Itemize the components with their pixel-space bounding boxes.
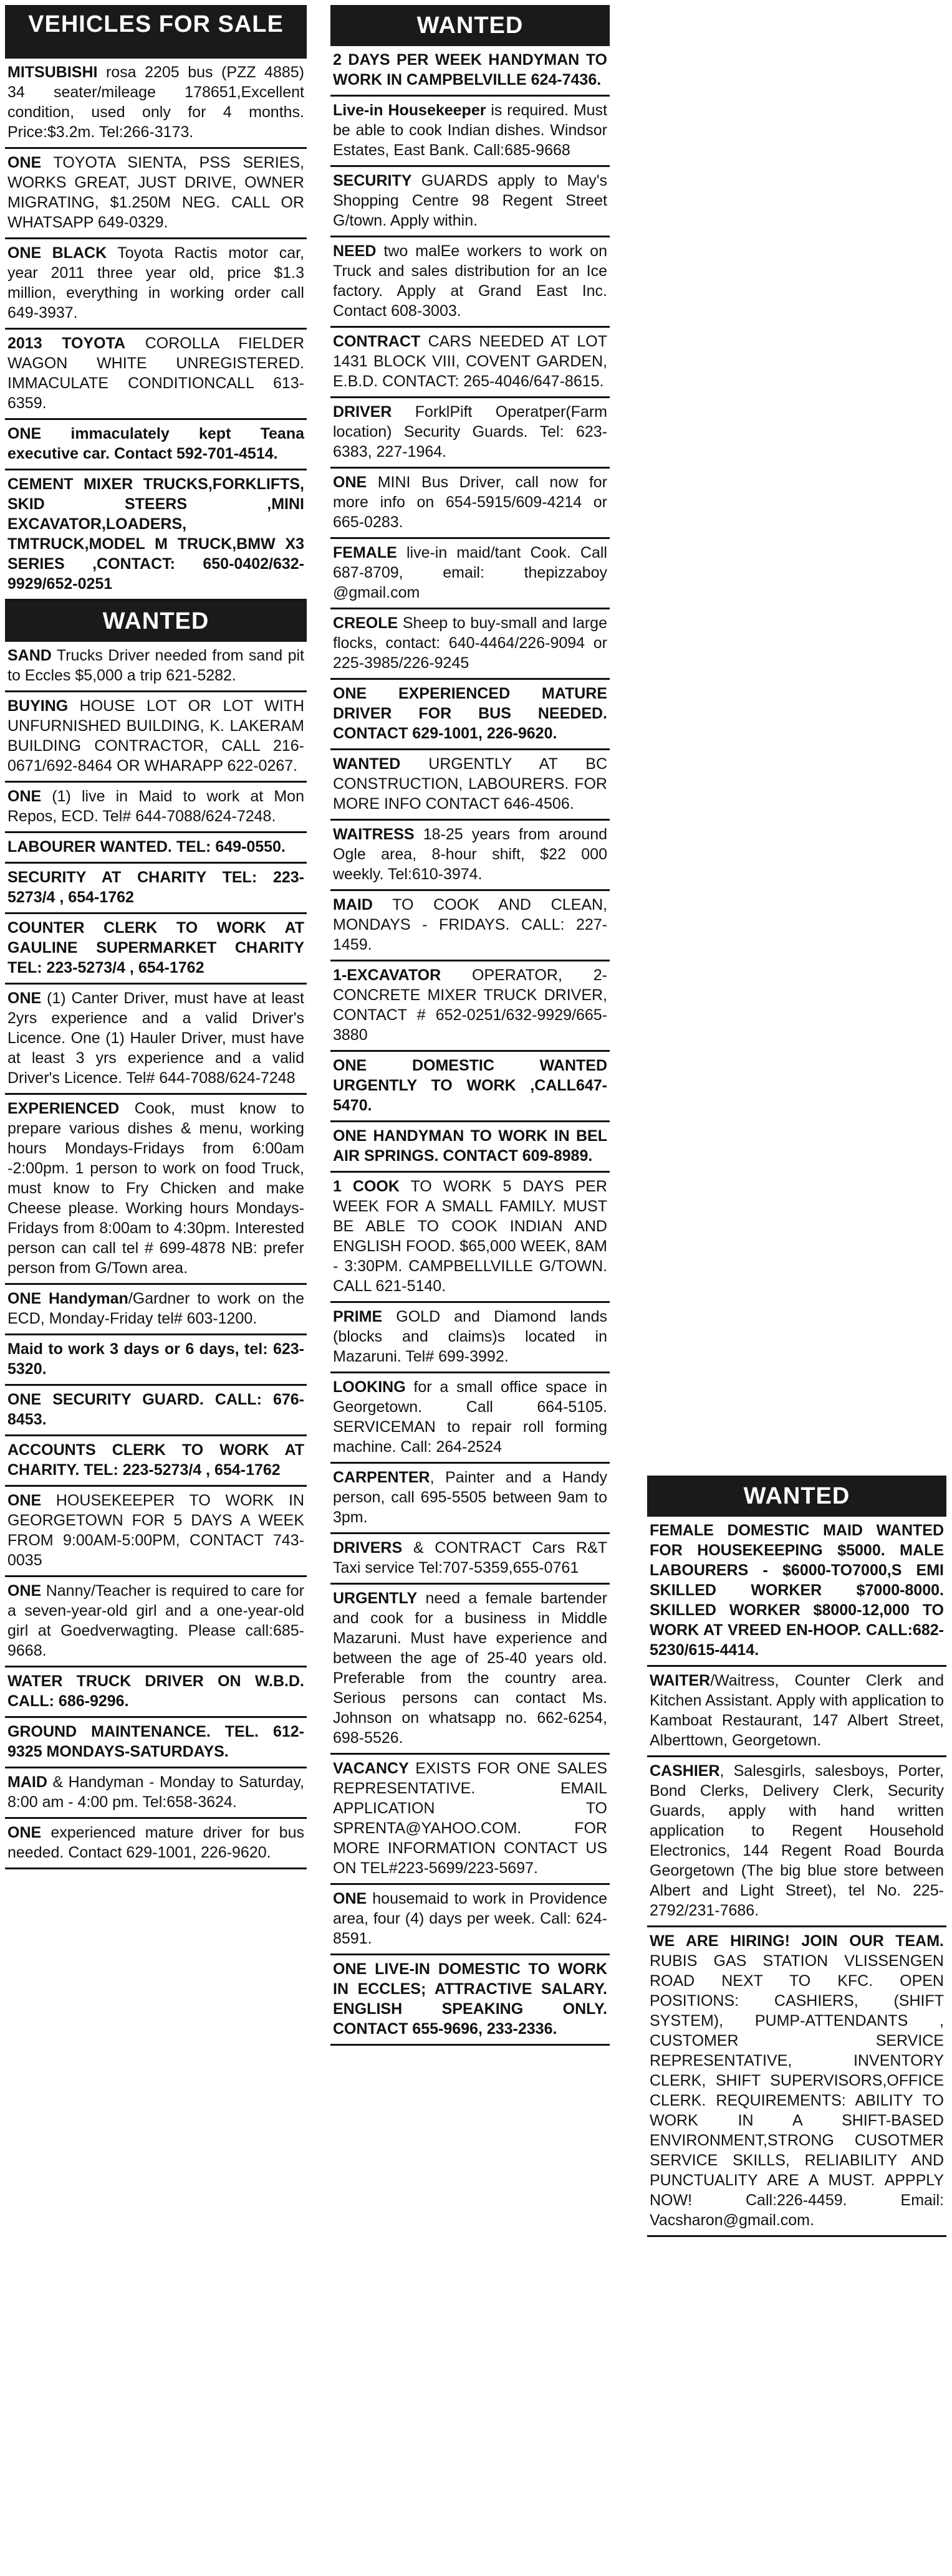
ad-lead-text: FEMALE DOMESTIC MAID WANTED FOR HOUSEKEEPING $5000. MALE LABOURERS - $6000-TO7000,S EMI SKILLED WORKER $7000-8000. SKILLED WORKER $8000-12,000 TO WORK AT VREED EN-HOOP. CALL:682-5230/615-4414.: [650, 1522, 944, 1659]
ad-body-text: HOUSEKEEPER TO WORK IN GEORGETOWN FOR 5 DAYS A WEEK FROM 9:00AM-5:00PM, CONTACT 743-0035: [7, 1492, 304, 1569]
classified-ad: [330, 46, 610, 97]
ad-body-text: is required. Must be able to cook Indian dishes. Windsor Estates, East Bank. Call:685-9668: [333, 102, 607, 159]
ad-lead-text: WE ARE HIRING! JOIN OUR TEAM.: [650, 1932, 944, 1950]
ad-lead-text: LABOURER WANTED. TEL: 649-0550.: [7, 838, 286, 856]
ad-lead-text: 2013 TOYOTA: [7, 335, 126, 352]
classified-ad: [330, 821, 610, 891]
ad-lead-text: ONE: [7, 154, 42, 171]
classified-ad: [647, 1667, 946, 1757]
ad-lead-text: WAITRESS: [333, 826, 415, 843]
ad-lead-text: LOOKING: [333, 1378, 406, 1396]
ad-lead-text: ONE HANDYMAN TO WORK IN BEL AIR SPRINGS. CONTACT 609-8989.: [333, 1127, 607, 1165]
ad-body-text: RUBIS GAS STATION VLISSENGEN ROAD NEXT TO KFC. OPEN POSITIONS: CASHIERS, (SHIFT SYSTEM), PUMP-ATTENDANTS , CUSTOMER SERVICE REPRESENTATIVE, INVENTORY CLERK, SHIFT SUPERVISORS,OFFICE CLERK. REQUIREMENTS: ABILITY TO WORK IN A SHIFT-BASED ENVIRONMENT,STRONG CUSOTMER SERVICE SKILLS, RELIABILITY AND PUNCTUALITY ARE A MUST. APPPLY NOW! Call:226-4459. Email: Vacsharon@gmail.com.: [650, 1952, 944, 2229]
classified-ad: [5, 833, 307, 864]
ad-lead-text: Maid to work 3 days or 6 days, tel: 623-5320.: [7, 1340, 304, 1378]
ad-lead-text: DRIVERS: [333, 1539, 403, 1557]
classified-ad: [330, 1373, 610, 1464]
ad-body-text: live-in maid/tant Cook. Call 687-8709, email: thepizzaboy @gmail.com: [333, 544, 607, 601]
ad-lead-text: ONE: [333, 474, 367, 491]
ad-lead-text: MAID: [7, 1773, 47, 1791]
ad-body-text: MINI Bus Driver, call now for more info on 654-5915/609-4214 or 665-0283.: [333, 474, 607, 531]
section-header-wanted: WANTED: [5, 601, 307, 642]
column-3: [647, 1476, 946, 2237]
wanted-ads-list: [330, 46, 610, 2046]
classified-ad: [5, 642, 307, 692]
ad-lead-text: WAITER: [650, 1672, 711, 1689]
ad-lead-text: Live-in Housekeeper: [333, 102, 486, 119]
ad-lead-text: ONE: [7, 990, 42, 1007]
ad-body-text: Trucks Driver needed from sand pit to Eccles $5,000 a trip 621-5282.: [7, 647, 304, 684]
ad-lead-text: ONE: [7, 1824, 42, 1841]
section-header-vehicles-for-sale: VEHICLES FOR SALE: [5, 5, 307, 59]
classified-ad: [5, 1819, 307, 1869]
column-2: [330, 5, 610, 2046]
classified-ad: [330, 539, 610, 609]
ad-body-text: Nanny/Teacher is required to care for a seven-year-old girl and a one-year-old girl at Goedverwagting. Please call:685-9668.: [7, 1582, 304, 1659]
classified-ad: [5, 1718, 307, 1768]
ad-lead-text: ONE immaculately kept Teana executive car. Contact 592-701-4514.: [7, 425, 304, 462]
ad-body-text: /Gardner to work on the ECD, Monday-Friday tel# 603-1200.: [7, 1290, 304, 1327]
ad-lead-text: FEMALE: [333, 544, 397, 561]
ad-lead-text: SECURITY: [333, 172, 412, 189]
classified-ad: [5, 1768, 307, 1819]
ad-body-text: COROLLA FIELDER WAGON WHITE UNREGISTERED. IMMACULATE CONDITIONCALL 613-6359.: [7, 335, 305, 412]
ad-lead-text: 1-EXCAVATOR: [333, 966, 441, 984]
ad-body-text: & Handyman - Monday to Saturday, 8:00 am - 4:00 pm. Tel:658-3624.: [7, 1773, 304, 1811]
ad-body-text: GUARDS apply to May's Shopping Centre 98 Regent Street G/town. Apply within.: [333, 172, 607, 229]
classified-ad: [330, 750, 610, 821]
classified-ad: [5, 149, 307, 239]
classified-ad: [5, 1386, 307, 1436]
ad-body-text: Cook, must know to prepare various dishes & menu, working hours Mondays-Fridays from 6:00am -2:00pm. 1 person to work on food Truck, must know to Fry Chicken and make Cheese please. Working hours Mondays-Fridays from 8:00am to 4:30pm. Interested person can call tel # 699-4878 NB: prefer person from G/Town area.: [7, 1100, 304, 1277]
ad-body-text: HOUSE LOT OR LOT WITH UNFURNISHED BUILDING, K. LAKERAM BUILDING CONTRACTOR, CALL 216-0671/692-8464 OR WHARAPP 622-0267.: [7, 697, 304, 775]
classified-ad: [5, 1335, 307, 1386]
ad-lead-text: ONE: [7, 1582, 42, 1600]
classified-ad: [5, 1285, 307, 1335]
classified-ad: [330, 1534, 610, 1585]
ad-lead-text: ONE: [7, 788, 42, 805]
ad-body-text: housemaid to work in Providence area, four (4) days per week. Call: 624-8591.: [333, 1890, 607, 1947]
ad-lead-text: ONE LIVE-IN DOMESTIC TO WORK IN ECCLES; ATTRACTIVE SALARY. ENGLISH SPEAKING ONLY. CONTACT 655-9696, 233-2336.: [333, 1960, 607, 2038]
classified-ad: [330, 167, 610, 237]
ad-body-text: need a female bartender and cook for a business in Middle Mazaruni. Must have experience and between the age of 25-40 years old. Preferable from the country area. Serious persons can contact Ms. Johnson on whatsapp no. 662-6254, 698-5526.: [333, 1590, 607, 1747]
ad-lead-text: CONTRACT: [333, 333, 421, 350]
ad-body-text: EXISTS FOR ONE SALES REPRESENTATIVE. EMAIL APPLICATION TO SPRENTA@YAHOO.COM. FOR MORE INFORMATION CONTACT US ON TEL#223-5699/223-5697.: [333, 1760, 607, 1877]
ad-lead-text: CASHIER: [650, 1762, 720, 1780]
ad-lead-text: WANTED: [333, 755, 401, 773]
ad-body-text: 18-25 years from around Ogle area, 8-hour shift, $22 000 weekly. Tel:610-3974.: [333, 826, 607, 883]
ad-lead-text: WATER TRUCK DRIVER ON W.B.D. CALL: 686-9296.: [7, 1672, 304, 1710]
ad-lead-text: URGENTLY: [333, 1590, 418, 1607]
ad-lead-text: GROUND MAINTENANCE. TEL. 612-9325 MONDAYS-SATURDAYS.: [7, 1723, 304, 1760]
ad-lead-text: ONE SECURITY GUARD. CALL: 676-8453.: [7, 1391, 304, 1428]
classified-ad: [5, 914, 307, 985]
ad-body-text: (1) Canter Driver, must have at least 2yrs experience and a valid Driver's Licence. One (1) Hauler Driver, must have at least 3 yrs experience and a valid Driver's Licence. Tel# 644-7088/624-7248: [7, 990, 304, 1087]
wanted-ads-list: [5, 642, 307, 1869]
ad-lead-text: MITSUBISHI: [7, 64, 98, 81]
classified-ad: [5, 239, 307, 330]
classified-ad: [330, 680, 610, 750]
classified-ad: [5, 330, 307, 420]
ad-lead-text: VACANCY: [333, 1760, 409, 1777]
classified-ad: [647, 1517, 946, 1667]
ad-lead-text: 1 COOK: [333, 1178, 400, 1195]
ad-body-text: TOYOTA SIENTA, PSS SERIES, WORKS GREAT, JUST DRIVE, OWNER MIGRATING, $1.250M NEG. CALL OR WHATSAPP 649-0329.: [7, 154, 304, 231]
ad-body-text: Toyota Ractis motor car, year 2011 three year old, price $1.3 million, everything in working order call 649-3937.: [7, 244, 304, 322]
ad-body-text: rosa 2205 bus (PZZ 4885) 34 seater/mileage 178651,Excellent condition, used only for 4 months. Price:$3.2m. Tel:266-3173.: [7, 64, 304, 141]
ad-body-text: URGENTLY AT BC CONSTRUCTION, LABOURERS. FOR MORE INFO CONTACT 646-4506.: [333, 755, 607, 813]
ad-body-text: experienced mature driver for bus needed. Contact 629-1001, 226-9620.: [7, 1824, 304, 1861]
ad-lead-text: BUYING: [7, 697, 69, 715]
ad-lead-text: ONE: [7, 1492, 42, 1509]
ad-lead-text: ONE EXPERIENCED MATURE DRIVER FOR BUS NEEDED. CONTACT 629-1001, 226-9620.: [333, 685, 607, 742]
classified-ad: [330, 1122, 610, 1173]
ad-lead-text: PRIME: [333, 1308, 383, 1325]
ad-body-text: Sheep to buy-small and large flocks, contact: 640-4464/226-9094 or 225-3985/226-9245: [333, 614, 607, 672]
ad-lead-text: MAID: [333, 896, 373, 914]
classified-ad: [330, 1755, 610, 1885]
classified-ad: [330, 1585, 610, 1755]
ad-body-text: OPERATOR, 2- CONCRETE MIXER TRUCK DRIVER, CONTACT # 652-0251/632-9929/665-3880: [333, 966, 607, 1044]
classified-ad: [5, 985, 307, 1095]
classified-ad: [330, 97, 610, 167]
ad-body-text: ForklPift Operatper(Farm location) Security Guards. Tel: 623-6383, 227-1964.: [333, 403, 607, 460]
classified-ad: [5, 864, 307, 914]
classified-ad: [5, 420, 307, 470]
vehicle-ads-list: [5, 59, 307, 601]
ad-body-text: TO COOK AND CLEAN, MONDAYS - FRIDAYS. CALL: 227-1459.: [333, 896, 607, 953]
classified-ad: [330, 1885, 610, 1955]
ad-body-text: (1) live in Maid to work at Mon Repos, ECD. Tel# 644-7088/624-7248.: [7, 788, 304, 825]
ad-lead-text: ACCOUNTS CLERK TO WORK AT CHARITY. TEL: 223-5273/4 , 654-1762: [7, 1441, 304, 1479]
classified-ad: [647, 1927, 946, 2237]
section-header-wanted: WANTED: [330, 5, 610, 46]
ad-lead-text: CARPENTER: [333, 1469, 430, 1486]
ad-body-text: & CONTRACT Cars R&T Taxi service Tel:707-5359,655-0761: [333, 1539, 607, 1577]
classified-ad: [5, 692, 307, 783]
classified-ad: [330, 1303, 610, 1373]
section-header-wanted: WANTED: [647, 1476, 946, 1517]
classified-ad: [5, 1667, 307, 1718]
classified-ad: [5, 59, 307, 149]
classified-ad: [330, 398, 610, 469]
classified-ad: [647, 1757, 946, 1927]
ad-lead-text: ONE: [333, 1890, 367, 1907]
classified-ad: [330, 1052, 610, 1122]
classified-ad: [330, 1173, 610, 1303]
classified-ad: [330, 328, 610, 398]
classified-ad: [5, 1436, 307, 1487]
ad-body-text: CARS NEEDED AT LOT 1431 BLOCK VIII, COVENT GARDEN, E.B.D. CONTACT: 265-4046/647-8615.: [333, 333, 607, 390]
ad-lead-text: ONE Handyman: [7, 1290, 128, 1307]
classified-ad: [5, 1577, 307, 1667]
ad-lead-text: 2 DAYS PER WEEK HANDYMAN TO WORK IN CAMPBELVILLE 624-7436.: [333, 51, 607, 88]
classified-ad: [5, 470, 307, 601]
ad-lead-text: NEED: [333, 242, 377, 260]
classified-ad: [330, 469, 610, 539]
classified-ad: [330, 609, 610, 680]
classified-ad: [330, 891, 610, 961]
ad-body-text: for a small office space in Georgetown. Call 664-5105. SERVICEMAN to repair roll forming machine. Call: 264-2524: [333, 1378, 607, 1456]
ad-body-text: TO WORK 5 DAYS PER WEEK FOR A SMALL FAMILY. MUST BE ABLE TO COOK INDIAN AND ENGLISH FOOD. $65,000 WEEK, 8AM - 3:30PM. CAMPBELLVILLE G/TOWN. CALL 621-5140.: [333, 1178, 607, 1295]
ad-lead-text: SAND: [7, 647, 52, 664]
ad-lead-text: ONE BLACK: [7, 244, 107, 262]
ad-body-text: GOLD and Diamond lands (blocks and claims)s located in Mazaruni. Tel# 699-3992.: [333, 1308, 607, 1365]
ad-lead-text: CREOLE: [333, 614, 398, 632]
ad-lead-text: DRIVER: [333, 403, 392, 421]
classified-ad: [5, 783, 307, 833]
classified-ad: [330, 961, 610, 1052]
ad-body-text: , Salesgirls, salesboys, Porter, Bond Clerks, Delivery Clerk, Security Guards, apply with hand written application to Regent Household Electronics, 144 Regent Road Bourda Georgetown (The big blue store between Albert and Light Street), tel No. 225-2792/231-7686.: [650, 1762, 944, 1919]
ad-lead-text: COUNTER CLERK TO WORK AT GAULINE SUPERMARKET CHARITY TEL: 223-5273/4 , 654-1762: [7, 919, 304, 976]
classified-ad: [330, 1955, 610, 2046]
classified-ad: [330, 237, 610, 328]
ad-body-text: , Painter and a Handy person, call 695-5505 between 9am to 3pm.: [333, 1469, 607, 1526]
classified-ad: [5, 1487, 307, 1577]
column-1: [5, 5, 307, 1869]
ad-body-text: two malEe workers to work on Truck and sales distribution for an Ice factory. Apply at Grand East Inc. Contact 608-3003.: [333, 242, 607, 320]
ad-lead-text: ONE DOMESTIC WANTED URGENTLY TO WORK ,CALL647-5470.: [333, 1057, 607, 1114]
ad-lead-text: CEMENT MIXER TRUCKS,FORKLIFTS, SKID STEERS ,MINI EXCAVATOR,LOADERS, TMTRUCK,MODEL M TRUCK,BMW X3 SERIES ,CONTACT: 650-0402/632-9929/652-0251: [7, 475, 304, 593]
ad-lead-text: EXPERIENCED: [7, 1100, 120, 1117]
classified-ad: [330, 1464, 610, 1534]
ad-lead-text: SECURITY AT CHARITY TEL: 223-5273/4 , 654-1762: [7, 869, 304, 906]
classified-ad: [5, 1095, 307, 1285]
wanted-ads-list: [647, 1517, 946, 2237]
ad-body-text: /Waitress, Counter Clerk and Kitchen Assistant. Apply with application to Kamboat Restaurant, 147 Albert Street, Alberttown, Georgetown.: [650, 1672, 944, 1749]
